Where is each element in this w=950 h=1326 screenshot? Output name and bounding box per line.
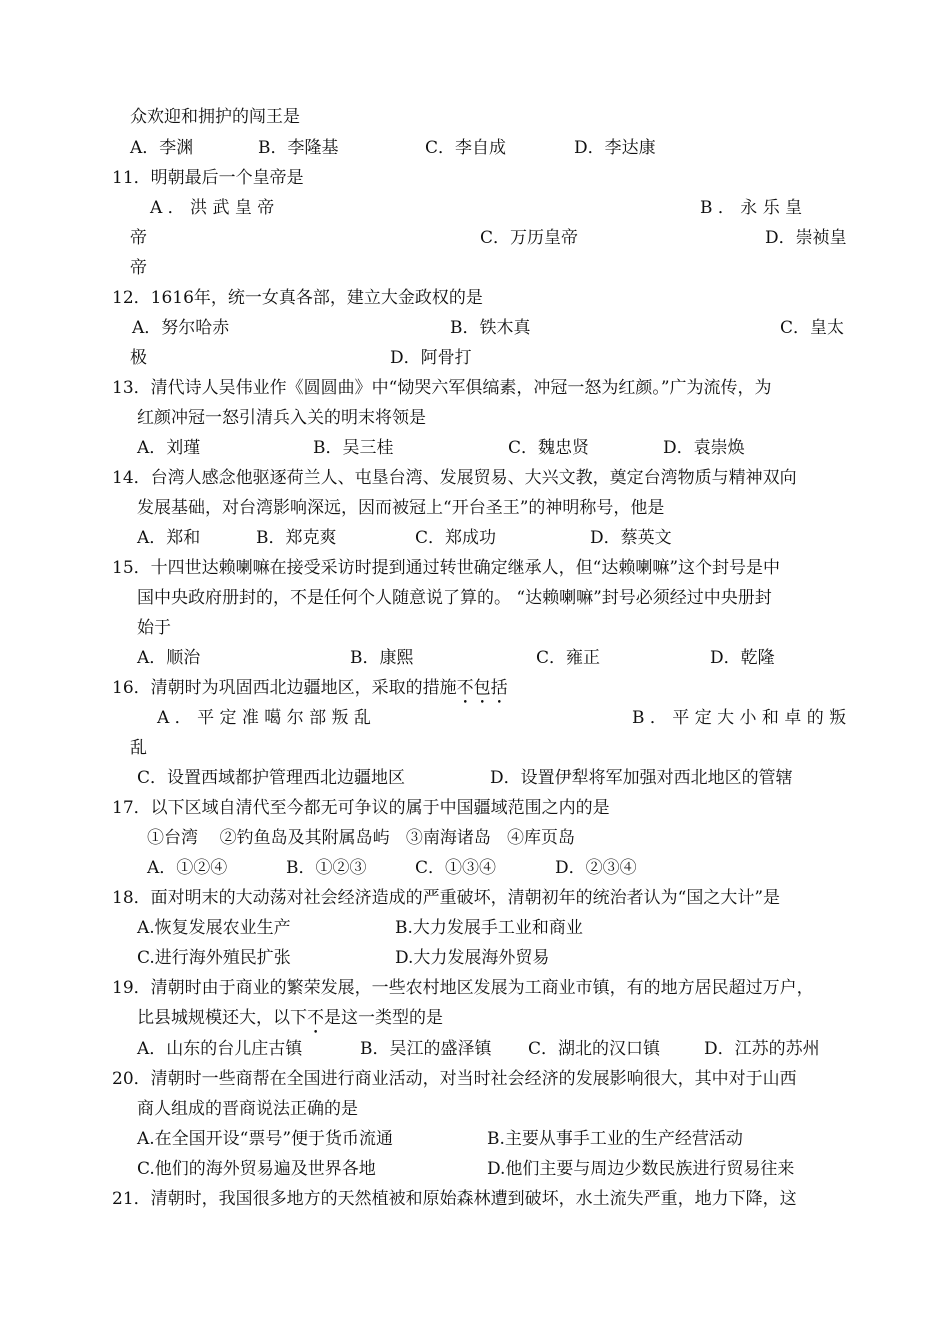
- q14-option-a: A．郑和: [137, 528, 201, 548]
- q15-stem-2: 国中央政府册封的，不是任何个人随意说了算的。 “达赖喇嘛”封号必须经过中央册封: [137, 588, 772, 608]
- q16-option-b: B ． 平 定 大 小 和 卓 的 叛: [632, 708, 847, 728]
- q11-option-b: B ． 永 乐 皇: [700, 198, 803, 218]
- q13-option-d: D．袁崇焕: [663, 438, 745, 458]
- q20-option-c: C.他们的海外贸易遍及世界各地: [137, 1159, 376, 1179]
- q19-stem-emphasis: 不: [307, 1008, 324, 1028]
- q17-option-a: A．①②④: [147, 858, 228, 878]
- q11-option-a: A ． 洪 武 皇 帝: [150, 198, 275, 218]
- q13-stem-2: 红颜冲冠一怒引清兵入关的明末将领是: [137, 408, 426, 428]
- q12-option-c: C．皇太: [780, 318, 845, 338]
- q15-option-d: D．乾隆: [710, 648, 775, 668]
- q20-stem-1: 20．清朝时一些商帮在全国进行商业活动，对当时社会经济的发展影响很大，其中对于山西: [112, 1069, 797, 1089]
- q14-option-b: B．郑克爽: [256, 528, 337, 548]
- q14-option-c: C．郑成功: [415, 528, 497, 548]
- q13-option-c: C．魏忠贤: [508, 438, 590, 458]
- q18-option-b: B.大力发展手工业和商业: [395, 918, 583, 938]
- q17-stem: 17．以下区域自清代至今都无可争议的属于中国疆域范围之内的是: [112, 798, 610, 818]
- q14-stem-2: 发展基础，对台湾影响深远，因而被冠上“开台圣王”的神明称号，他是: [137, 498, 665, 518]
- q19-option-c: C．湖北的汉口镇: [528, 1039, 661, 1059]
- q13-option-a: A．刘瑾: [137, 438, 201, 458]
- q16-option-a: A ． 平 定 准 噶 尔 部 叛 乱: [157, 708, 371, 728]
- q20-option-b: B.主要从事手工业的生产经营活动: [487, 1129, 743, 1149]
- q19-option-d: D．江苏的苏州: [704, 1039, 820, 1059]
- q20-option-a: A.在全国开设“票号”便于货币流通: [137, 1129, 394, 1149]
- q12-stem: 12．1616年，统一女真各部，建立大金政权的是: [112, 288, 483, 308]
- q10-option-b: B．李隆基: [258, 138, 339, 158]
- q19-stem-2-pre: 比县城规模还大，以下: [137, 1008, 307, 1028]
- q17-option-d: D．②③④: [555, 858, 637, 878]
- q15-option-a: A．顺治: [137, 648, 201, 668]
- q12-option-d: D．阿骨打: [390, 348, 472, 368]
- q11-option-d: D．崇祯皇: [765, 228, 847, 248]
- q11-option-b-cont: 帝: [130, 228, 147, 248]
- q11-option-c: C．万历皇帝: [480, 228, 579, 248]
- q14-option-d: D．蔡英文: [590, 528, 672, 548]
- q15-option-c: C．雍正: [536, 648, 601, 668]
- q16-option-c: C．设置西域都护管理西北边疆地区: [137, 768, 406, 788]
- q13-option-b: B．吴三桂: [313, 438, 394, 458]
- q10-option-c: C．李自成: [425, 138, 507, 158]
- q11-option-d-cont: 帝: [130, 258, 147, 278]
- q18-option-c: C.进行海外殖民扩张: [137, 948, 291, 968]
- q19-option-a: A．山东的台儿庄古镇: [137, 1039, 303, 1059]
- q18-option-d: D.大力发展海外贸易: [395, 948, 550, 968]
- q11-stem: 11．明朝最后一个皇帝是: [112, 168, 304, 188]
- q18-stem: 18．面对明末的大动荡对社会经济造成的严重破坏，清朝初年的统治者认为“国之大计”是: [112, 888, 781, 908]
- q12-option-c-cont: 极: [130, 348, 147, 368]
- q16-stem-emphasis: 不包括: [456, 678, 508, 698]
- q16-option-b-cont: 乱: [130, 738, 147, 758]
- q15-stem-1: 15．十四世达赖喇嘛在接受采访时提到通过转世确定继承人，但“达赖喇嘛”这个封号是中: [112, 558, 781, 578]
- q16-option-d: D．设置伊犁将军加强对西北地区的管辖: [490, 768, 793, 788]
- q10-stem: 众欢迎和拥护的闯王是: [130, 107, 300, 127]
- q14-stem-1: 14．台湾人感念他驱逐荷兰人、屯垦台湾、发展贸易、大兴文教，奠定台湾物质与精神双向: [112, 468, 797, 488]
- q16-stem-text: 16．清朝时为巩固西北边疆地区，采取的措施: [112, 678, 457, 698]
- q18-option-a: A.恢复发展农业生产: [137, 918, 291, 938]
- q10-option-a: A．李渊: [130, 138, 194, 158]
- q17-items: ①台湾 ②钓鱼岛及其附属岛屿 ③南海诸岛 ④库页岛: [147, 828, 576, 848]
- q16-stem: [112, 677, 508, 708]
- q19-option-b: B．吴江的盛泽镇: [360, 1039, 492, 1059]
- q20-stem-2: 商人组成的晋商说法正确的是: [137, 1099, 358, 1119]
- q10-option-d: D．李达康: [574, 138, 656, 158]
- q20-option-d: D.他们主要与周边少数民族进行贸易往来: [487, 1159, 795, 1179]
- q17-option-b: B．①②③: [286, 858, 367, 878]
- q21-stem-1: 21．清朝时，我国很多地方的天然植被和原始森林遭到破坏，水土流失严重，地力下降，这: [112, 1189, 797, 1209]
- q15-stem-3: 始于: [137, 618, 171, 638]
- q19-stem-2-post: 是这一类型的是: [324, 1008, 443, 1028]
- q19-stem-1: 19．清朝时由于商业的繁荣发展，一些农村地区发展为工商业市镇，有的地方居民超过万户，: [112, 978, 814, 998]
- q12-option-a: A．努尔哈赤: [132, 318, 230, 338]
- q13-stem-1: 13．清代诗人吴伟业作《圆圆曲》中“恸哭六军俱缟素，冲冠一怒为红颜。”广为流传，为: [112, 378, 772, 398]
- q17-option-c: C．①③④: [415, 858, 497, 878]
- q19-stem-2: [137, 1007, 443, 1038]
- q15-option-b: B．康熙: [350, 648, 414, 668]
- q12-option-b: B．铁木真: [450, 318, 531, 338]
